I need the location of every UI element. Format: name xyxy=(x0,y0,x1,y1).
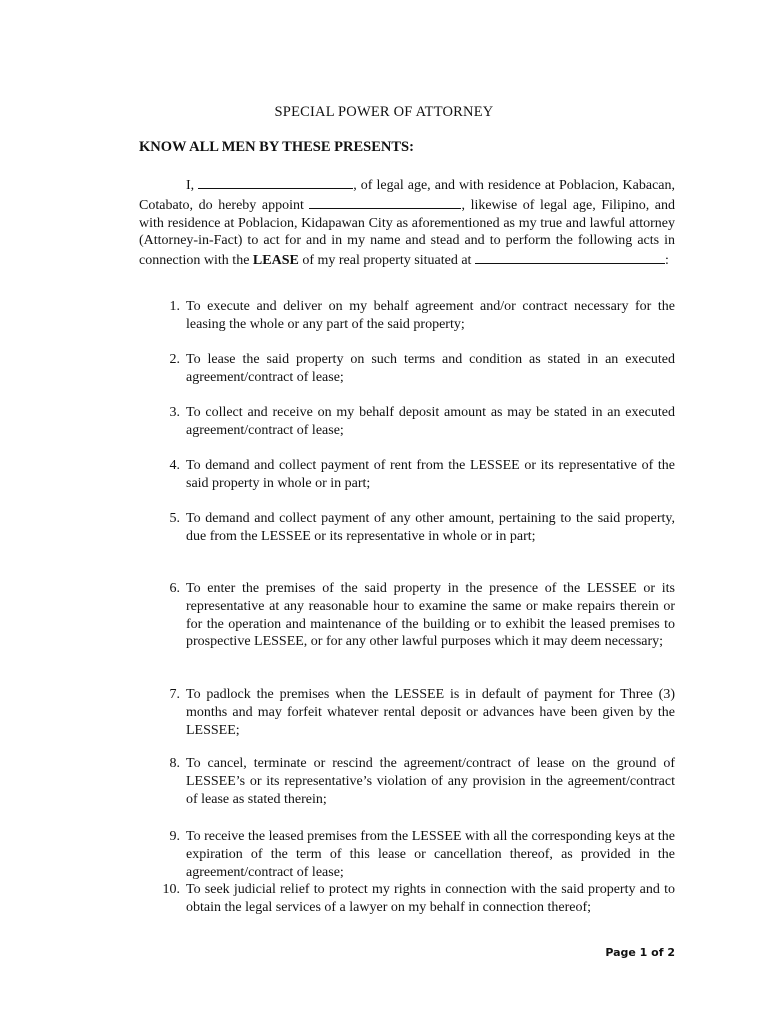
item-text: To enter the premises of the said property in the presence of the LESSEE or its representative at any reasonable hour to examine the same or make repairs therein or for the operation and maintenance of the building or to exhibit the leased premises to prospective LESSEE, or for any other lawful purposes which it may deem necessary; xyxy=(186,581,675,650)
item-number: 2. xyxy=(169,352,180,367)
list-item xyxy=(156,828,675,881)
item-text: To demand and collect payment of any other amount, pertaining to the said property, due from the LESSEE or its representative in whole or in part; xyxy=(186,511,675,544)
list-item xyxy=(156,881,675,917)
item-number: 4. xyxy=(169,458,180,473)
item-text: To collect and receive on my behalf deposit amount as may be stated in an executed agreement/contract of lease; xyxy=(186,405,675,438)
property-location-blank xyxy=(475,250,665,264)
list-item xyxy=(156,580,675,651)
item-text: To seek judicial relief to protect my rights in connection with the said property and to obtain the legal services of a lawyer on my behalf in connection thereof; xyxy=(186,882,675,915)
intro-paragraph xyxy=(139,175,675,270)
salutation: KNOW ALL MEN BY THESE PRESENTS: xyxy=(139,139,414,155)
intro-text-3: , likewise of legal age, Filipino, and with residence at Poblacion, Kidapawan City as aforementioned as my true and lawful attorney (Attorney-in-Fact) to act for and in my name and stead and to perform the following acts in connection with the xyxy=(139,197,676,269)
item-text: To demand and collect payment of rent from the LESSEE or its representative of the said property in whole or in part; xyxy=(186,458,675,491)
item-number: 3. xyxy=(169,405,180,420)
intro-text-1: I, xyxy=(186,178,195,193)
item-number: 1. xyxy=(169,299,180,314)
item-text: To execute and deliver on my behalf agreement and/or contract necessary for the leasing the whole or any part of the said property; xyxy=(186,299,675,332)
item-number: 5. xyxy=(169,511,180,526)
document-title: SPECIAL POWER OF ATTORNEY xyxy=(274,104,494,120)
lease-emphasis: LEASE xyxy=(252,253,299,269)
page-number: Page 1 of 2 xyxy=(605,946,675,959)
item-number: 6. xyxy=(169,581,180,596)
item-text: To cancel, terminate or rescind the agreement/contract of lease on the ground of LESSEE’s or its representative’s violation of any provision in the agreement/contract of lease as stated therein; xyxy=(186,756,675,807)
list-item xyxy=(156,755,675,808)
list-item xyxy=(156,404,675,440)
list-item xyxy=(156,686,675,739)
item-number: 8. xyxy=(169,756,180,771)
item-number: 9. xyxy=(169,829,180,844)
list-item xyxy=(156,298,675,334)
list-item xyxy=(156,351,675,387)
attorney-name-blank xyxy=(309,195,461,209)
intro-text-4: of my real property situated at xyxy=(302,253,472,269)
list-item xyxy=(156,457,675,493)
intro-text-2: , of legal age, and with residence at Poblacion, Kabacan, Cotabato, do hereby appoint xyxy=(139,178,676,213)
list-item xyxy=(156,510,675,546)
principal-name-blank xyxy=(198,175,353,189)
item-text: To padlock the premises when the LESSEE is in default of payment for Three (3) months and may forfeit whatever rental deposit or advances have been given by the LESSEE; xyxy=(186,687,675,738)
item-text: To receive the leased premises from the LESSEE with all the corresponding keys at the expiration of the term of this lease or cancellation thereof, as provided in the agreement/contract of lease; xyxy=(186,829,675,880)
intro-text-5: : xyxy=(664,253,669,269)
item-text: To lease the said property on such terms and condition as stated in an executed agreement/contract of lease; xyxy=(186,352,675,385)
item-number: 7. xyxy=(169,687,180,702)
item-number: 10. xyxy=(162,882,180,897)
